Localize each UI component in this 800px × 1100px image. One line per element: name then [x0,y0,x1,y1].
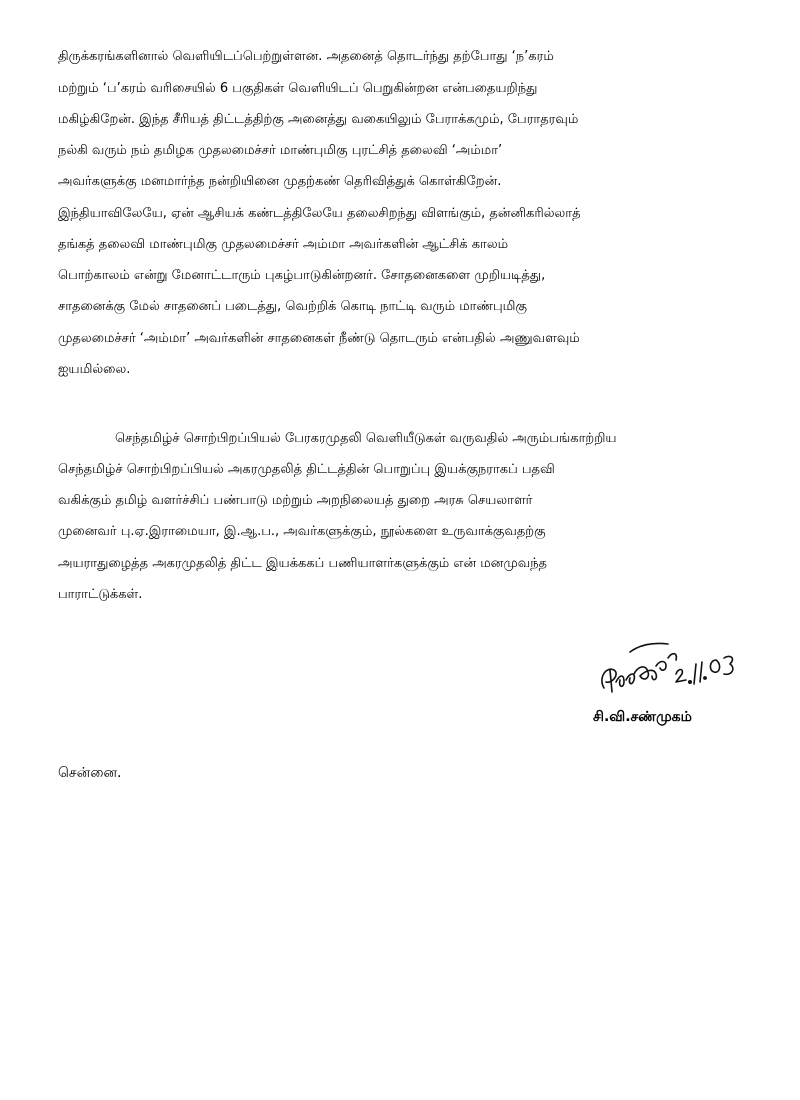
paragraph-line: தங்கத் தலைவி மாண்புமிகு முதலமைச்சர் அம்மா அவர்களின் ஆட்சிக் காலம் [58,237,509,252]
paragraph-line: அயராதுழைத்த அகரமுதலித் திட்ட இயக்ககப் பணியாளர்களுக்கும் என் மனமுவந்த [58,556,548,571]
paragraph-line: நல்கி வரும் நம் தமிழக முதலமைச்சர் மாண்புமிகு புரட்சித் தலைவி ‘அம்மா’ [58,143,503,158]
handwritten-signature [590,630,740,700]
paragraph-line: வகிக்கும் தமிழ் வளர்ச்சிப் பண்பாடு மற்றும் அறநிலையத் துறை அரசு செயலாளர் [58,493,533,508]
paragraph-line: செந்தமிழ்ச் சொற்பிறப்பியல் பேரகரமுதலி வெளியீடுகள் வருவதில் அரும்பங்காற்றிய [115,431,617,446]
paragraph-line: பொற்காலம் என்று மேனாட்டாரும் புகழ்பாடுகின்றனர். சோதனைகளை முறியடித்து, [58,268,546,283]
place-name: சென்னை. [58,765,122,781]
paragraph-line: ஐயமில்லை. [58,362,131,377]
paragraph-line: மற்றும் ‘ப’கரம் வரிசையில் 6 பகுதிகள் வெளியிடப் பெறுகின்றன என்பதையறிந்து [58,81,538,96]
paragraph-line: செந்தமிழ்ச் சொற்பிறப்பியல் அகரமுதலித் திட்டத்தின் பொறுப்பு இயக்குநராகப் பதவி [58,462,555,477]
signer-name: சி.வி.சண்முகம் [593,709,692,725]
paragraph-line: திருக்கரங்களினால் வெளியிடப்பெற்றுள்ளன. அதனைத் தொடர்ந்து தற்போது ‘ந’கரம் [58,49,554,64]
paragraph-line: இந்தியாவிலேயே, ஏன் ஆசியக் கண்டத்திலேயே தலைசிறந்து விளங்கும், தன்னிகரில்லாத் [58,206,581,221]
paragraph-line: மகிழ்கிறேன். இந்த சீரியத் திட்டத்திற்கு அனைத்து வகையிலும் பேராக்கமும், பேராதரவும் [58,112,579,127]
paragraph-line: பாராட்டுக்கள். [58,587,143,602]
paragraph-line: சாதனைக்கு மேல் சாதனைப் படைத்து, வெற்றிக் கொடி நாட்டி வரும் மாண்புமிகு [58,299,527,314]
paragraph-line: முனைவர் பு.ஏ.இராமையா, இ.ஆ.ப., அவர்களுக்கும், நூல்களை உருவாக்குவதற்கு [58,524,546,539]
paragraph-line: முதலமைச்சர் ‘அம்மா’ அவர்களின் சாதனைகள் நீண்டு தொடரும் என்பதில் அணுவளவும் [58,331,580,346]
paragraph-line: அவர்களுக்கு மனமார்ந்த நன்றியினை முதற்கண் தெரிவித்துக் கொள்கிறேன். [58,174,502,189]
